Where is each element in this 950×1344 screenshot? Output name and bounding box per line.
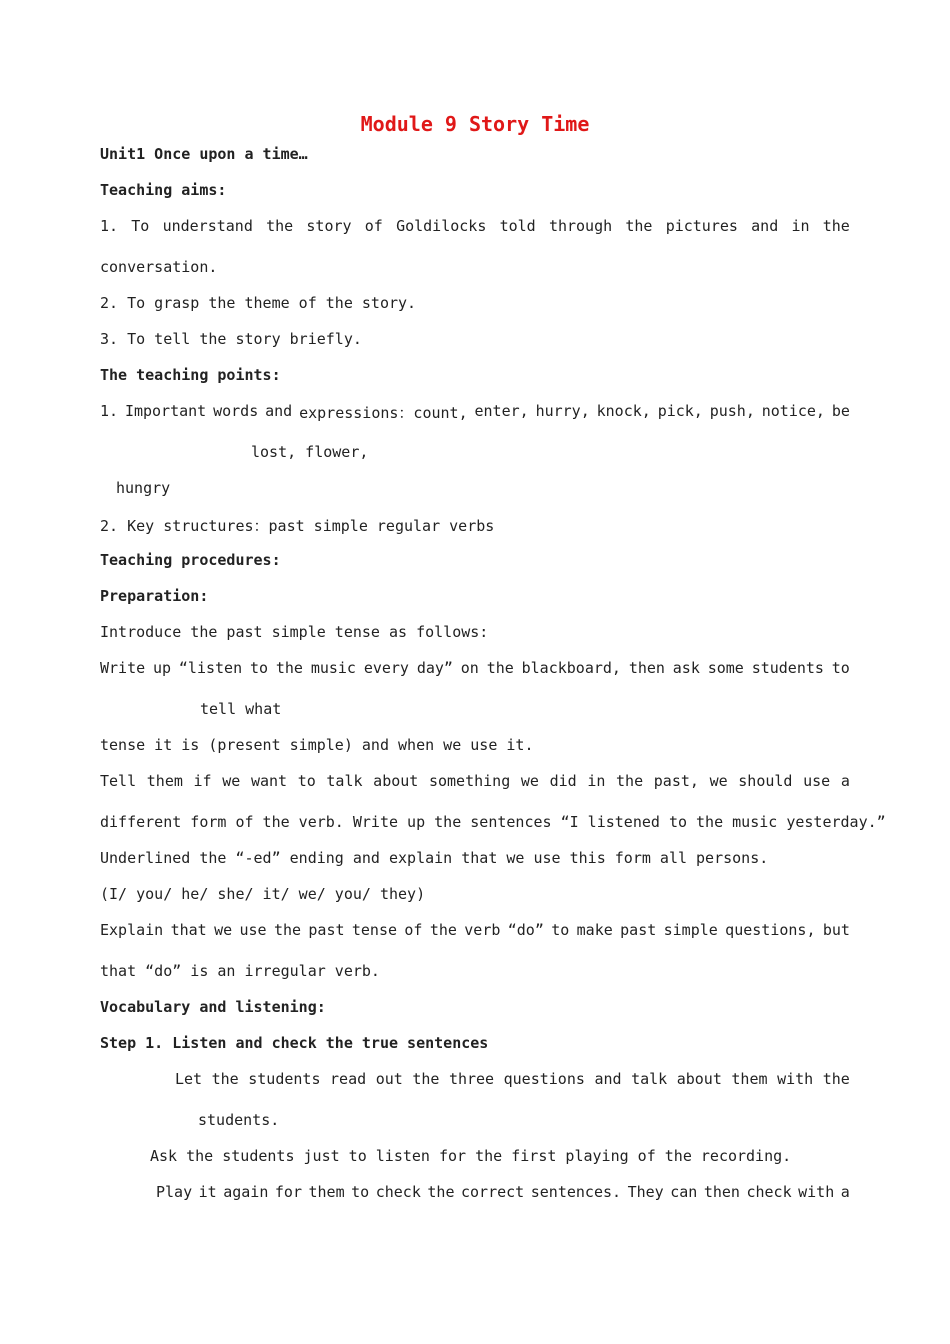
aim-1-line bbox=[100, 217, 850, 235]
word: them bbox=[308, 1183, 345, 1201]
word: the bbox=[486, 659, 514, 677]
word: Important bbox=[124, 402, 207, 420]
aim-3: 3. To tell the story briefly. bbox=[100, 330, 362, 348]
word: read bbox=[330, 1070, 367, 1088]
word: story bbox=[306, 217, 352, 235]
word: if bbox=[193, 772, 212, 790]
word: can bbox=[670, 1183, 698, 1201]
word: students bbox=[248, 1070, 321, 1088]
word: talk bbox=[326, 772, 363, 790]
preparation-line-9: that “do” is an irregular verb. bbox=[100, 962, 380, 980]
word: questions bbox=[503, 1070, 585, 1088]
preparation-line-2 bbox=[100, 659, 850, 677]
word: blackboard, bbox=[521, 659, 621, 677]
word: and bbox=[594, 1070, 622, 1088]
word: Write bbox=[100, 659, 146, 677]
word: about bbox=[676, 1070, 722, 1088]
word: students bbox=[751, 659, 824, 677]
word: with bbox=[777, 1070, 814, 1088]
word: Let bbox=[175, 1070, 203, 1088]
word: check bbox=[375, 1183, 421, 1201]
step-1-line-a-continuation: students. bbox=[198, 1111, 280, 1129]
word: them bbox=[731, 1070, 768, 1088]
word: that bbox=[170, 921, 207, 939]
word: up bbox=[153, 659, 172, 677]
word: we bbox=[214, 921, 233, 939]
word: in bbox=[587, 772, 606, 790]
word: Goldilocks bbox=[396, 217, 487, 235]
word: three bbox=[448, 1070, 495, 1088]
word: about bbox=[373, 772, 419, 790]
word: told bbox=[499, 217, 536, 235]
word: use bbox=[239, 921, 267, 939]
preparation-line-1: Introduce the past simple tense as follows: bbox=[100, 623, 489, 641]
word: the bbox=[275, 659, 303, 677]
word: on bbox=[460, 659, 479, 677]
word: to bbox=[831, 659, 850, 677]
word: the bbox=[266, 217, 294, 235]
word: out bbox=[375, 1070, 403, 1088]
preparation-line-7: (I/ you/ he/ she/ it/ we/ you/ they) bbox=[100, 885, 426, 903]
word: the bbox=[625, 217, 653, 235]
word: To bbox=[131, 217, 150, 235]
word: questions, bbox=[725, 921, 816, 939]
point-1-continuation: lost, flower, bbox=[251, 443, 369, 461]
step-1-line-a bbox=[175, 1070, 850, 1088]
preparation-line-6: Underlined the “-ed” ending and explain that we use this form all persons. bbox=[100, 849, 769, 867]
word: but bbox=[822, 921, 850, 939]
preparation-heading: Preparation: bbox=[100, 587, 209, 605]
word: in bbox=[791, 217, 810, 235]
word: notice, bbox=[761, 402, 825, 420]
preparation-line-2-continuation: tell what bbox=[200, 700, 282, 718]
preparation-line-3: tense it is (present simple) and when we use it. bbox=[100, 736, 534, 754]
aim-2: 2. To grasp the theme of the story. bbox=[100, 294, 417, 312]
word: the bbox=[412, 1070, 440, 1088]
word: Play bbox=[156, 1183, 193, 1201]
word: sentences. bbox=[530, 1183, 622, 1201]
step-1-heading: Step 1. Listen and check the true sentences bbox=[100, 1034, 489, 1052]
word: to bbox=[249, 659, 269, 677]
point-1-continuation-2: hungry bbox=[116, 479, 171, 497]
word: “do” bbox=[507, 921, 544, 939]
word: make bbox=[576, 921, 613, 939]
word: every bbox=[363, 659, 409, 677]
word: the bbox=[273, 921, 302, 939]
step-1-line-b: Ask the students just to listen for the first playing of the recording. bbox=[150, 1147, 792, 1165]
word: correct bbox=[461, 1183, 525, 1201]
word: ask bbox=[672, 659, 700, 677]
word: words bbox=[213, 402, 259, 420]
word: check bbox=[746, 1183, 792, 1201]
word: knock, bbox=[596, 402, 651, 420]
word: “listen bbox=[178, 659, 243, 677]
word: the bbox=[211, 1070, 239, 1088]
teaching-points-heading: The teaching points: bbox=[100, 366, 281, 384]
word: music bbox=[310, 659, 356, 677]
preparation-line-5: different form of the verb. Write up the sentences “I listened to the music yesterday.” bbox=[100, 813, 886, 831]
word: and bbox=[265, 402, 293, 420]
word: pictures bbox=[665, 217, 738, 235]
word: the bbox=[822, 217, 850, 235]
word: did bbox=[549, 772, 577, 790]
word: day” bbox=[416, 659, 453, 677]
step-1-line-c bbox=[156, 1183, 850, 1201]
word: use bbox=[803, 772, 831, 790]
word: past, bbox=[653, 772, 699, 790]
word: enter, bbox=[474, 402, 529, 420]
word: again bbox=[223, 1183, 269, 1201]
word: we bbox=[222, 772, 241, 790]
word: through bbox=[548, 217, 613, 235]
aim-1-continuation: conversation. bbox=[100, 258, 218, 276]
word: They bbox=[627, 1183, 664, 1201]
word: understand bbox=[162, 217, 253, 235]
word: we bbox=[520, 772, 539, 790]
word: 1. bbox=[100, 217, 119, 235]
word: expressions：count, bbox=[299, 404, 468, 422]
word: push, bbox=[709, 402, 755, 420]
word: to bbox=[551, 921, 570, 939]
point-2: 2. Key structures：past simple regular verbs bbox=[100, 517, 495, 535]
word: and bbox=[751, 217, 779, 235]
word: for bbox=[274, 1183, 302, 1201]
word: the bbox=[822, 1070, 850, 1088]
word: tense bbox=[351, 921, 398, 939]
word: Explain bbox=[100, 921, 164, 939]
point-1-line bbox=[100, 402, 850, 423]
word: be bbox=[831, 402, 850, 420]
teaching-procedures-heading: Teaching procedures: bbox=[100, 551, 281, 569]
word: the bbox=[427, 1183, 455, 1201]
word: pick, bbox=[657, 402, 703, 420]
word: a bbox=[840, 772, 850, 790]
word: we bbox=[709, 772, 728, 790]
word: should bbox=[738, 772, 793, 790]
word: a bbox=[840, 1183, 850, 1201]
word: talk bbox=[631, 1070, 668, 1088]
word: Tell bbox=[100, 772, 137, 790]
word: to bbox=[351, 1183, 370, 1201]
word: 1. bbox=[100, 402, 119, 420]
document-title: Module 9 Story Time bbox=[360, 112, 590, 136]
word: with bbox=[798, 1183, 835, 1201]
word: it bbox=[198, 1183, 217, 1201]
word: them bbox=[146, 772, 183, 790]
preparation-line-4 bbox=[100, 772, 850, 790]
word: the bbox=[616, 772, 644, 790]
word: of bbox=[404, 921, 423, 939]
unit-heading: Unit1 Once upon a time… bbox=[100, 145, 308, 163]
word: then bbox=[628, 659, 665, 677]
teaching-aims-heading: Teaching aims: bbox=[100, 181, 227, 199]
word: the bbox=[429, 921, 457, 939]
word: some bbox=[707, 659, 744, 677]
word: then bbox=[703, 1183, 740, 1201]
preparation-line-8 bbox=[100, 921, 850, 939]
word: hurry, bbox=[535, 402, 590, 420]
word: something bbox=[428, 772, 511, 790]
word: simple bbox=[663, 921, 718, 939]
word: want bbox=[250, 772, 288, 790]
word: past bbox=[308, 921, 345, 939]
word: to bbox=[297, 772, 316, 790]
word: past bbox=[620, 921, 657, 939]
word: verb bbox=[464, 921, 501, 939]
vocabulary-listening-heading: Vocabulary and listening: bbox=[100, 998, 326, 1016]
word: of bbox=[364, 217, 383, 235]
